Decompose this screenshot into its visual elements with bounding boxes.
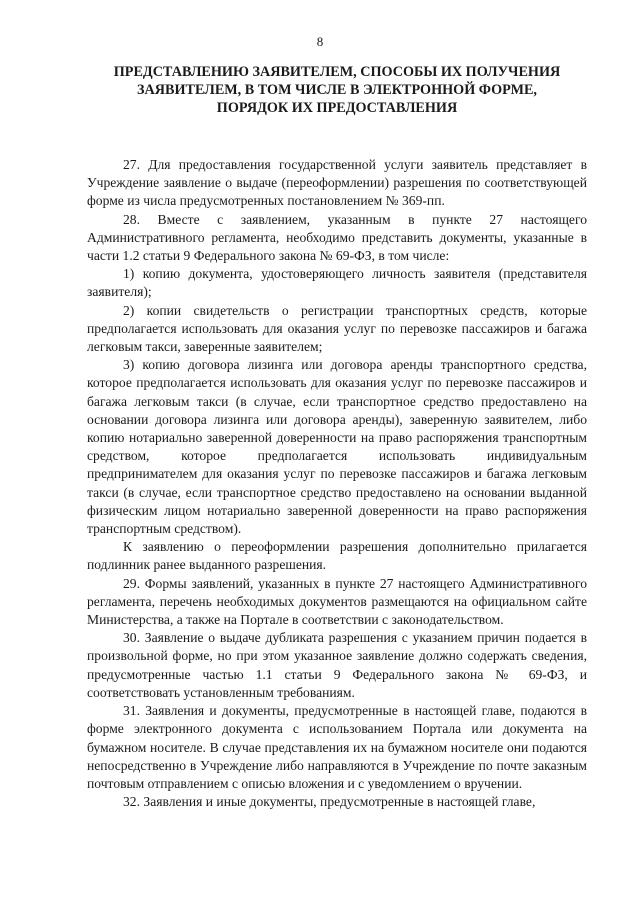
paragraph-28-item-1: 1) копию документа, удостоверяющего личность заявителя (представителя заявителя); <box>87 266 587 300</box>
paragraph-29: 29. Формы заявлений, указанных в пункте 27 настоящего Административного регламента, перечень необходимых документов размещаются на официальном сайте Министерства, а также на Портале в соответствии с законодательством. <box>87 575 587 628</box>
paragraph-28-item-2: 2) копии свидетельств о регистрации транспортных средств, которые предполагается использовать для оказания услуг по перевозке пассажиров и багажа легковым такси, заверенные заявителем; <box>87 302 587 355</box>
paragraph-30: 30. Заявление о выдаче дубликата разрешения с указанием причин подается в произвольной форме, но при этом указанное заявление должно содержать сведения, предусмотренные частью 1.1 статьи 9 Федерального закона № 69-ФЗ, и соответствовать установленным требованиям. <box>87 630 587 700</box>
paragraph-reissue-note: К заявлению о переоформлении разрешения дополнительно прилагается подлинник ранее выданного разрешения. <box>87 539 587 573</box>
paragraph-28-item-3: 3) копию договора лизинга или договора аренды транспортного средства, которое предполагается использовать для оказания услуг по перевозке пассажиров и багажа легковым такси (в случае, если транспортное средство предоставлено на основании договора лизинга или договора аренды), заверенную заявителем, либо копию нотариально заверенной доверенности на право распоряжения транспортным средством, которое предполагается использовать индивидуальным предпринимателем для оказания услуг по перевозке пассажиров и багажа легковым такси (в случае, если транспортное средство предоставлено на основании выданной физическим лицом нотариально заверенной доверенности на право распоряжения транспортным средством). <box>87 357 587 537</box>
paragraph-28: 28. Вместе с заявлением, указанным в пункте 27 настоящего Административного регламента, необходимо представить документы, указанные в части 1.2 статьи 9 Федерального закона № 69-ФЗ, в том числе: <box>87 211 587 264</box>
heading-line: ПРЕДСТАВЛЕНИЮ ЗАЯВИТЕЛЕМ, СПОСОБЫ ИХ ПОЛУЧЕНИЯ <box>113 64 561 80</box>
heading-line: ЗАЯВИТЕЛЕМ, В ТОМ ЧИСЛЕ В ЭЛЕКТРОННОЙ ФОРМЕ, <box>137 82 537 98</box>
paragraph-31: 31. Заявления и документы, предусмотренные в настоящей главе, подаются в форме электронного документа с использованием Портала или документа на бумажном носителе. В случае представления их на бумажном носителе они подаются непосредственно в Учреждение либо направляются в Учреждение по почте заказным почтовым отправлением с описью вложения и с уведомлением о вручении. <box>87 703 587 791</box>
document-body <box>87 156 587 811</box>
paragraph-27: 27. Для предоставления государственной услуги заявитель представляет в Учреждение заявление о выдаче (переоформлении) разрешения по соответствующей форме из числа предусмотренных постановлением № 369-пп. <box>87 157 587 209</box>
page-number: 8 <box>316 34 324 49</box>
heading-line: ПОРЯДОК ИХ ПРЕДОСТАВЛЕНИЯ <box>216 100 458 116</box>
section-heading <box>92 63 582 117</box>
paragraph-32: 32. Заявления и иные документы, предусмотренные в настоящей главе, <box>123 794 536 810</box>
